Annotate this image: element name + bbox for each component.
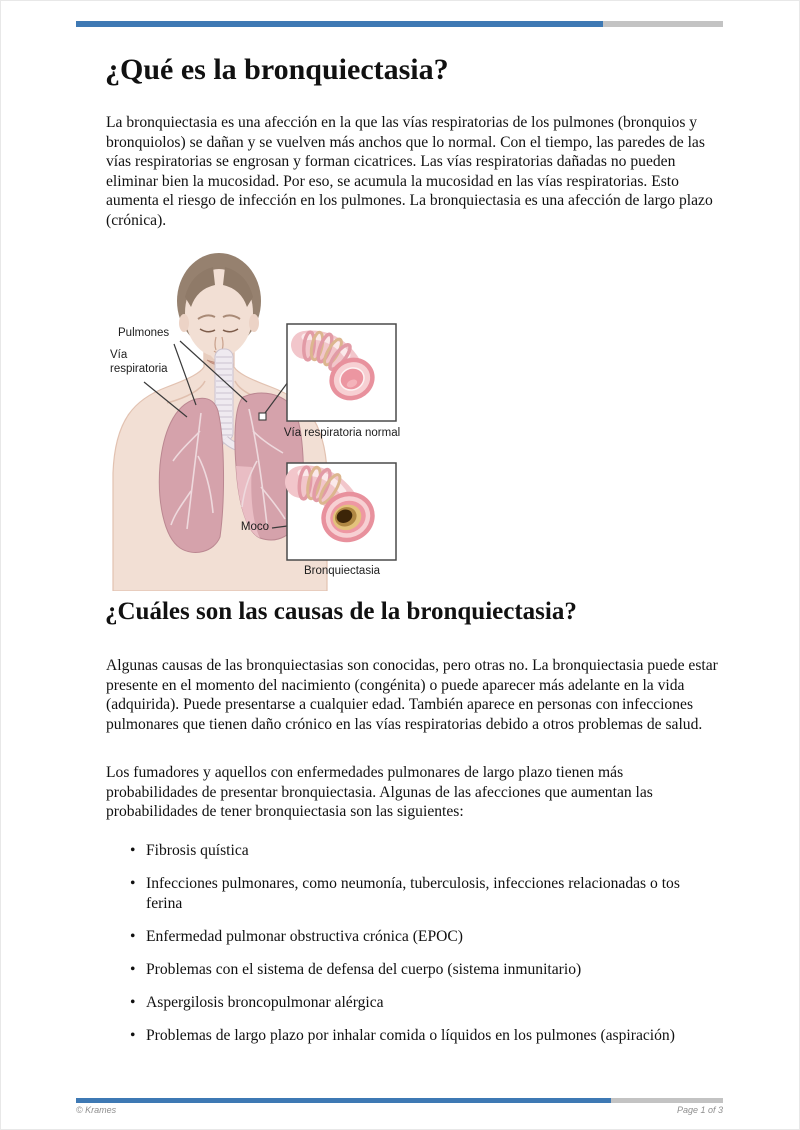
label-via-normal: Vía respiratoria normal	[283, 427, 401, 439]
list-item: • Problemas con el sistema de defensa del cuerpo (sistema inmunitario)	[106, 960, 718, 980]
page-title: ¿Qué es la bronquiectasia?	[105, 53, 449, 86]
page-number: Page 1 of 3	[676, 1105, 723, 1115]
causes-heading: ¿Cuáles son las causas de la bronquiectasia?	[105, 598, 577, 625]
label-via-respiratoria: Vía respiratoria	[110, 349, 168, 375]
list-item: • Enfermedad pulmonar obstructiva crónica (EPOC)	[106, 927, 718, 947]
ear-left	[179, 314, 189, 332]
intro-paragraph: La bronquiectasia es una afección en la que las vías respiratorias de los pulmones (bronquios y bronquiolos) se dañan y se vuelven más anchos que lo normal. Con el tiempo, las paredes de las vías respiratorias se engrosan y forman cicatrices. Las vías respiratorias dañadas no pueden eliminar bien la mucosidad. Por eso, se acumula la mucosidad en las vías respiratorias. Esto aumenta el riesgo de infección en los pulmones. La bronquiectasia es una afección de largo plazo (crónica).	[106, 114, 713, 229]
top-divider	[76, 21, 723, 27]
causes-paragraph-1: Algunas causas de las bronquiectasias son conocidas, pero otras no. La bronquiectasia puede estar presente en el momento del nacimiento (congénita) o puede aparecer más adelante en la vida (adquirida). Puede presentarse a cualquier edad. También aparece en personas con infecciones pulmonares que tienen daño crónico en las vías respiratorias debido a otros problemas de salud.	[106, 657, 718, 733]
label-pulmones: Pulmones	[118, 327, 170, 339]
top-divider-blue-segment	[76, 21, 603, 27]
copyright-text: © Krames	[76, 1105, 117, 1115]
anatomy-illustration	[101, 251, 421, 591]
label-bronquiectasia: Bronquiectasia	[303, 565, 381, 577]
ear-right	[249, 314, 259, 332]
bottom-divider	[76, 1098, 723, 1103]
causes-list	[106, 841, 718, 1059]
list-item: • Aspergilosis broncopulmonar alérgica	[106, 993, 718, 1013]
bronchiectasis-inset	[287, 463, 396, 560]
zoom-marker-square	[259, 413, 266, 420]
list-item: • Fibrosis quística	[106, 841, 718, 861]
top-divider-gray-segment	[603, 21, 723, 27]
normal-airway-inset	[287, 324, 396, 421]
label-moco: Moco	[240, 521, 269, 533]
page-footer	[76, 1105, 723, 1115]
list-item: • Infecciones pulmonares, como neumonía, tuberculosis, infecciones relacionadas o tos ferina	[106, 874, 718, 913]
list-item: • Problemas de largo plazo por inhalar comida o líquidos en los pulmones (aspiración)	[106, 1026, 718, 1046]
bottom-divider-blue-segment	[76, 1098, 611, 1103]
causes-paragraph-2: Los fumadores y aquellos con enfermedades pulmonares de largo plazo tienen más probabilidades de presentar bronquiectasia. Algunas de las afecciones que aumentan las probabilidades de tener bronquiectasia son las siguientes:	[106, 764, 653, 821]
bottom-divider-gray-segment	[611, 1098, 723, 1103]
anatomy-figure	[101, 251, 421, 591]
